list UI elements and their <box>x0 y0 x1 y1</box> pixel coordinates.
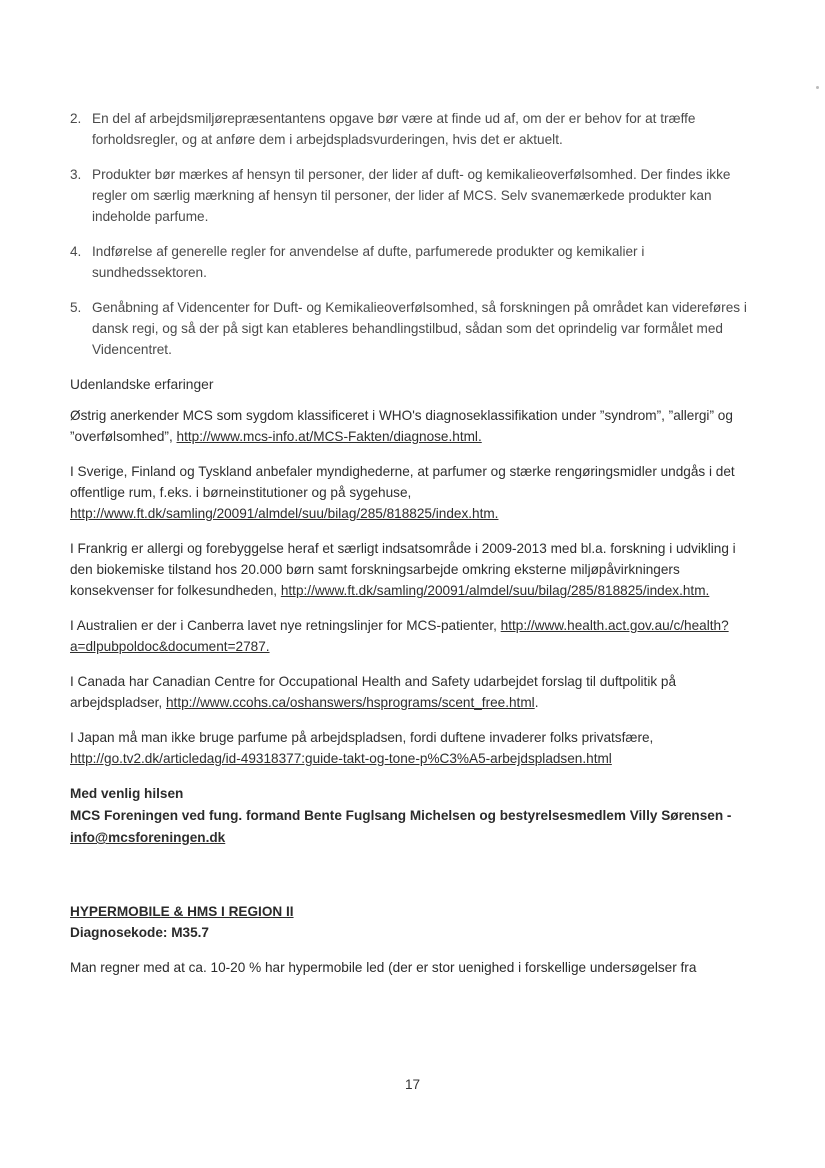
list-item <box>70 164 750 227</box>
paragraph-france <box>70 538 750 601</box>
recommendation-list <box>70 108 750 360</box>
link-ft-bilag[interactable]: http://www.ft.dk/samling/20091/almdel/suu/bilag/285/818825/index.htm. <box>70 506 499 521</box>
paragraph-text: Østrig anerkender MCS som sygdom klassificeret i WHO's diagnoseklassifikation under ”syndrom”, ”allergi” og ”overfølsomhed”, <box>70 408 733 444</box>
link-australia[interactable]: http://www.health.act.gov.au/c/health?a=dlpubpoldoc&document=2787. <box>70 618 729 654</box>
list-number: 2. <box>70 111 82 126</box>
paragraph-australia <box>70 615 750 657</box>
paragraph-text: I Australien er der i Canberra lavet nye retningslinjer for MCS-patienter, <box>70 618 501 633</box>
page-content <box>70 108 750 978</box>
list-number: 3. <box>70 167 82 182</box>
list-text: Genåbning af Videncenter for Duft- og Kemikalieoverfølsomhed, så forskningen på området kan videreføres i dansk regi, og så der på sigt kan etableres behandlingstilbud, sådan som det oprindelig var formålet med Videncentret. <box>92 300 747 357</box>
paragraph-text: I Frankrig er allergi og forebyggelse heraf et særligt indsatsområde i 2009-2013 med bl.a. forskning i udvikling i den biokemiske tilstand hos 20.000 børn samt forskningsarbejde omkring eksterne miljøpåvirkningers konsekvenser for folkesundheden, <box>70 541 736 598</box>
email-link[interactable]: info@mcsforeningen.dk <box>70 830 226 845</box>
paragraph-canada <box>70 671 750 713</box>
list-text: Produkter bør mærkes af hensyn til personer, der lider af duft- og kemikalieoverfølsomhed. Der findes ikke regler om særlig mærkning af hensyn til personer, der lider af MCS. Selv svanemærkede produkter kan indeholde parfume. <box>92 167 731 224</box>
closing-block <box>70 783 750 849</box>
link-canada[interactable]: http://www.ccohs.ca/oshanswers/hsprograms/scent_free.html <box>165 695 535 710</box>
paragraph-text: I Japan må man ikke bruge parfume på arbejdspladsen, fordi duftene invaderer folks privatsfære, <box>70 730 654 745</box>
paragraph-scandinavia <box>70 461 750 524</box>
section-body: Man regner med at ca. 10-20 % har hypermobile led (der er stor uenighed i forskellige undersøgelser fra <box>70 960 697 975</box>
closing-greeting: Med venlig hilsen <box>70 786 184 801</box>
paragraph-text: I Canada har Canadian Centre for Occupational Health and Safety udarbejdet forslag til duftpolitik på arbejdspladser, <box>70 674 677 710</box>
section-heading-foreign: Udenlandske erfaringer <box>70 377 214 392</box>
link-japan[interactable]: http://go.tv2.dk/articledag/id-49318377:guide-takt-og-tone-p%C3%A5-arbejdspladsen.html <box>70 751 612 766</box>
link-ft-bilag-2[interactable]: http://www.ft.dk/samling/20091/almdel/suu/bilag/285/818825/index.htm. <box>280 583 710 598</box>
page-number: 17 <box>404 1077 421 1092</box>
list-item <box>70 297 750 360</box>
diagnosis-code: Diagnosekode: M35.7 <box>70 925 209 940</box>
list-text: Indførelse af generelle regler for anvendelse af dufte, parfumerede produkter og kemikalier i sundhedssektoren. <box>92 244 645 280</box>
paragraph-end: . <box>534 695 539 710</box>
list-item <box>70 241 750 283</box>
link-austria[interactable]: http://www.mcs-info.at/MCS-Fakten/diagnose.html. <box>176 429 482 444</box>
paragraph-japan <box>70 727 750 769</box>
list-number: 5. <box>70 300 82 315</box>
section-title: HYPERMOBILE & HMS I REGION II <box>70 904 294 919</box>
paragraph-text: I Sverige, Finland og Tyskland anbefaler myndighederne, at parfumer og stærke rengøringsmidler undgås i det offentlige rum, f.eks. i børneinstitutioner og på sygehuse, <box>70 464 735 500</box>
list-text: En del af arbejdsmiljørepræsentantens opgave bør være at finde ud af, om der er behov for at træffe forholdsregler, og at anføre dem i arbejdspladsvurderingen, hvis det er aktuelt. <box>92 111 696 147</box>
list-item <box>70 108 750 150</box>
scan-speck <box>816 86 819 89</box>
paragraph-austria <box>70 405 750 447</box>
closing-signature: MCS Foreningen ved fung. formand Bente Fuglsang Michelsen og bestyrelsesmedlem Villy Sørensen - <box>70 808 732 823</box>
list-number: 4. <box>70 244 82 259</box>
